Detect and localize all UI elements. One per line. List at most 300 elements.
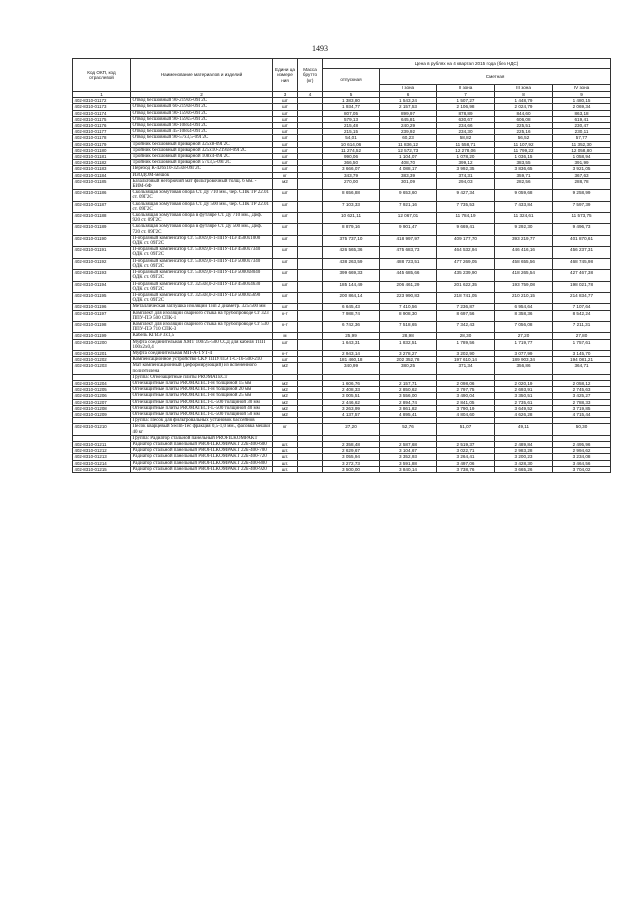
cell-name: Отвод бесшовный 90-57х3,5-09Г2С bbox=[131, 135, 273, 141]
cell-price-zone-3: 3 649,52 bbox=[495, 405, 553, 411]
cell-price-release: 343,79 bbox=[323, 172, 380, 178]
cell-unit: шт bbox=[273, 135, 298, 141]
column-number: 5 bbox=[323, 92, 380, 98]
cell-code: 402-8310-01201 bbox=[73, 350, 131, 356]
cell-unit: м2 bbox=[273, 399, 298, 405]
cell-code: 402-8310-01209 bbox=[73, 411, 131, 417]
cell-unit: шт bbox=[273, 270, 298, 281]
cell-price-zone-1: 488 723,51 bbox=[380, 258, 437, 269]
cell-unit: шт. bbox=[273, 441, 298, 447]
cell-price-zone-2: 435 239,90 bbox=[437, 270, 495, 281]
cell-price-zone-3: 3 428,30 bbox=[495, 460, 553, 466]
cell-price-zone-2: 11 558,71 bbox=[437, 141, 495, 147]
cell-code: 402-8310-01210 bbox=[73, 424, 131, 435]
cell-price-zone-2: 371,34 bbox=[437, 363, 495, 374]
cell-code: 402-8310-01192 bbox=[73, 258, 131, 269]
cell-price-release: 11 274,52 bbox=[323, 147, 380, 153]
cell-price-zone-1: 3 840,14 bbox=[380, 466, 437, 472]
table-row bbox=[73, 380, 611, 386]
cell-mass bbox=[298, 281, 323, 292]
cell-unit: к-т bbox=[273, 350, 298, 356]
cell-price-zone-1: 4 895,41 bbox=[380, 411, 437, 417]
table-row bbox=[73, 363, 611, 374]
cell-price-zone-1: 240,29 bbox=[380, 123, 437, 129]
cell-price-zone-2: 3 202,90 bbox=[437, 350, 495, 356]
cell-price-zone-3: 2 024,79 bbox=[495, 104, 553, 110]
table-row bbox=[73, 339, 611, 350]
cell-name: Скользящая хомутовая опора Ст. Ду 710 мм., чер. СПК ТР 22.01 ст. 09Г2С bbox=[131, 190, 273, 201]
cell-price-release: 579,13 bbox=[323, 116, 380, 122]
column-number: 1 bbox=[73, 92, 131, 98]
price-table-wrapper bbox=[72, 58, 610, 473]
cell-code: 402-8310-01187 bbox=[73, 201, 131, 212]
header-zone-2: II зона bbox=[437, 85, 495, 92]
cell-mass bbox=[298, 190, 323, 201]
cell-price-release: 438 263,59 bbox=[323, 258, 380, 269]
cell-price-release: 7 988,74 bbox=[323, 310, 380, 321]
table-row bbox=[73, 247, 611, 258]
table-row bbox=[73, 178, 611, 189]
cell-code: 402-8310-01203 bbox=[73, 363, 131, 374]
cell-mass bbox=[298, 310, 323, 321]
cell-price-zone-1: 899,97 bbox=[380, 110, 437, 116]
cell-code: 402-8310-01197 bbox=[73, 310, 131, 321]
cell-mass bbox=[298, 270, 323, 281]
table-row bbox=[73, 460, 611, 466]
cell-code: 402-8310-01183 bbox=[73, 166, 131, 172]
cell-price-release: 215,48 bbox=[323, 123, 380, 129]
cell-price-zone-3: 4 626,28 bbox=[495, 411, 553, 417]
cell-price-zone-4: 7 107,64 bbox=[553, 304, 611, 310]
column-number: 8 bbox=[495, 92, 553, 98]
cell-code: 402-8310-01182 bbox=[73, 160, 131, 166]
cell-price-zone-4: 2 745,63 bbox=[553, 387, 611, 393]
cell-price-zone-1: 301,09 bbox=[380, 178, 437, 189]
cell-price-zone-2: 3 497,06 bbox=[437, 460, 495, 466]
cell-price-zone-3: 225,16 bbox=[495, 129, 553, 135]
cell-price-zone-3: 3 836,65 bbox=[495, 166, 553, 172]
cell-price-zone-2: 28,30 bbox=[437, 333, 495, 339]
cell-code: 402-8310-01177 bbox=[73, 129, 131, 135]
cell-code: 402-8310-01195 bbox=[73, 292, 131, 303]
column-number: 2 bbox=[131, 92, 273, 98]
cell-price-zone-4: 194 081,21 bbox=[553, 357, 611, 363]
table-row bbox=[73, 321, 611, 332]
cell-price-zone-4: 230,11 bbox=[553, 129, 611, 135]
cell-price-zone-1: 383,39 bbox=[380, 172, 437, 178]
cell-price-zone-1: 11 836,12 bbox=[380, 141, 437, 147]
cell-price-zone-1: 8 908,30 bbox=[380, 310, 437, 321]
cell-code: 402-8310-01188 bbox=[73, 213, 131, 224]
cell-price-zone-2: 234,66 bbox=[437, 123, 495, 129]
cell-name: П-образный компенсатор Ст. 325х8,0-2-ППУ-ПЭ 5000х5690 ОДК ст. 09Г2С bbox=[131, 292, 273, 303]
cell-unit: шт bbox=[273, 98, 298, 104]
cell-price-release: 6 742,36 bbox=[323, 321, 380, 332]
cell-price-zone-1: 9 653,60 bbox=[380, 190, 437, 201]
cell-price-zone-3: 27,20 bbox=[495, 333, 553, 339]
cell-price-release: 185 144,49 bbox=[323, 281, 380, 292]
table-row bbox=[73, 258, 611, 269]
cell-name: Группа: Огнезащитные плиты PROMATECT bbox=[131, 374, 273, 380]
cell-name: Огнезащитные плиты PROMATECT-L-500 толщиной 50 мм bbox=[131, 411, 273, 417]
cell-price-zone-1: 3 104,67 bbox=[380, 448, 437, 454]
cell-price-zone-4: 1 058,94 bbox=[553, 154, 611, 160]
cell-price-zone-3: 418 265,54 bbox=[495, 270, 553, 281]
table-row bbox=[73, 350, 611, 356]
cell-price-zone-1: 12 572,73 bbox=[380, 147, 437, 153]
cell-price-release: 399 669,33 bbox=[323, 270, 380, 281]
cell-name: Тройник бесшовный приварной 57х3,5-09Г2С bbox=[131, 160, 273, 166]
cell-unit: м2 bbox=[273, 387, 298, 393]
cell-unit: шт. bbox=[273, 454, 298, 460]
cell-unit: шт bbox=[273, 147, 298, 153]
table-row bbox=[73, 454, 611, 460]
cell-price-zone-2: 12 278,06 bbox=[437, 147, 495, 153]
cell-name: Отвод бесшовный 60-219х8-09Г2С bbox=[131, 104, 273, 110]
cell-name: Огнезащитные плиты PROMATECT-H толщиной 25 мм bbox=[131, 393, 273, 399]
cell-unit: шт. bbox=[273, 448, 298, 454]
table-row bbox=[73, 304, 611, 310]
cell-unit: шт bbox=[273, 129, 298, 135]
cell-code: 402-8310-01202 bbox=[73, 357, 131, 363]
table-row bbox=[73, 166, 611, 172]
cell-code: 402-8310-01191 bbox=[73, 247, 131, 258]
cell-name: Огнезащитные плиты PROMATECT-L-500 толщиной 30 мм bbox=[131, 399, 273, 405]
cell-price-zone-1: 206 461,29 bbox=[380, 281, 437, 292]
cell-price-zone-4: 3 145,70 bbox=[553, 350, 611, 356]
cell-price-zone-3: 282,56 bbox=[495, 178, 553, 189]
table-row bbox=[73, 281, 611, 292]
cell-price-release: 375 737,10 bbox=[323, 235, 380, 246]
cell-price-zone-1: 28,98 bbox=[380, 333, 437, 339]
column-number: 6 bbox=[380, 92, 437, 98]
cell-name: Металлическая заглушка изоляции Тип 2 диаметр. 325/500 мм bbox=[131, 304, 273, 310]
column-number: 4 bbox=[298, 92, 323, 98]
cell-price-zone-1: 3 591,88 bbox=[380, 460, 437, 466]
cell-price-zone-1: 60,23 bbox=[380, 135, 437, 141]
cell-price-zone-1: 645,81 bbox=[380, 116, 437, 122]
table-row bbox=[73, 235, 611, 246]
table-row bbox=[73, 424, 611, 435]
cell-price-release: 340,99 bbox=[323, 363, 380, 374]
table-row bbox=[73, 224, 611, 235]
cell-code: 402-8310-01199 bbox=[73, 333, 131, 339]
cell-unit: м2 bbox=[273, 380, 298, 386]
cell-price-zone-3: 356,86 bbox=[495, 363, 553, 374]
cell-price-zone-2: 878,89 bbox=[437, 110, 495, 116]
cell-name: П-образный компенсатор Ст. 530х9,0-1-ППУ-ПЭ 4500х1000 ОДК ст. 09Г2С bbox=[131, 235, 273, 246]
cell-name: Огнезащитные плиты PROMATECT-H толщиной 20 мм bbox=[131, 387, 273, 393]
cell-name: Кабель КГВЭ 3х1,5 bbox=[131, 333, 273, 339]
cell-price-zone-3: 189 903,34 bbox=[495, 357, 553, 363]
cell-price-release: 807,05 bbox=[323, 110, 380, 116]
cell-price-zone-1: 4 088,17 bbox=[380, 166, 437, 172]
cell-name: П-образный компенсатор Ст. 325х8,0-2-ППУ-ПЭ 4500х4630 ОДК ст. 09Г2С bbox=[131, 281, 273, 292]
cell-price-zone-4: 4 715,44 bbox=[553, 411, 611, 417]
cell-name: ИЗОДОМ-мешок bbox=[131, 172, 273, 178]
cell-price-zone-3: 225,51 bbox=[495, 123, 553, 129]
cell-price-zone-1: 7 410,56 bbox=[380, 304, 437, 310]
cell-price-zone-3: 359,71 bbox=[495, 172, 553, 178]
cell-price-zone-2: 9 669,41 bbox=[437, 224, 495, 235]
cell-price-zone-3: 11 324,61 bbox=[495, 213, 553, 224]
cell-unit: шт. bbox=[273, 460, 298, 466]
cell-price-zone-3: 2 489,84 bbox=[495, 441, 553, 447]
cell-price-zone-4: 863,18 bbox=[553, 110, 611, 116]
cell-price-zone-3: 3 350,51 bbox=[495, 393, 553, 399]
cell-price-zone-4: 27,80 bbox=[553, 333, 611, 339]
cell-mass bbox=[298, 466, 323, 472]
cell-price-release: 6 645,43 bbox=[323, 304, 380, 310]
cell-name: Группа: Песок для фильтровальных установок бассейнов bbox=[131, 418, 273, 424]
cell-price-release: 1 643,31 bbox=[323, 339, 380, 350]
cell-price-zone-2: 1 078,20 bbox=[437, 154, 495, 160]
table-row bbox=[73, 441, 611, 447]
table-row bbox=[73, 387, 611, 393]
cell-code: 402-8310-01208 bbox=[73, 405, 131, 411]
cell-price-zone-2: 477 269,05 bbox=[437, 258, 495, 269]
cell-price-zone-1: 239,92 bbox=[380, 129, 437, 135]
cell-price-release: 3 666,07 bbox=[323, 166, 380, 172]
cell-code: 402-8310-01214 bbox=[73, 460, 131, 466]
cell-price-zone-2: 409 177,70 bbox=[437, 235, 495, 246]
cell-price-release: 8 879,16 bbox=[323, 224, 380, 235]
cell-code: 402-8310-01179 bbox=[73, 141, 131, 147]
cell-code: 402-8310-01173 bbox=[73, 104, 131, 110]
cell-mass bbox=[298, 235, 323, 246]
cell-price-zone-4: 7 597,39 bbox=[553, 201, 611, 212]
cell-code: 402-8310-01206 bbox=[73, 393, 131, 399]
cell-price-zone-1: 7 921,16 bbox=[380, 201, 437, 212]
cell-price-zone-3: 49,11 bbox=[495, 424, 553, 435]
cell-name: Огнезащитные плиты PROMATECT-L-500 толщиной 40 мм bbox=[131, 405, 273, 411]
cell-price-zone-3: 446 416,16 bbox=[495, 247, 553, 258]
cell-mass bbox=[298, 224, 323, 235]
cell-name: Отвод бесшовный 90-219х6-09Г2С bbox=[131, 98, 273, 104]
cell-price-zone-2: 1 789,56 bbox=[437, 339, 495, 350]
cell-name: Муфта соединительная МП-А-ТУТ-4 bbox=[131, 350, 273, 356]
cell-name: Радиатор стальной панельный PROFILKOMPAKT 22k-400-720 bbox=[131, 454, 273, 460]
cell-price-release: 366,50 bbox=[323, 160, 380, 166]
cell-price-zone-3: 3 665,26 bbox=[495, 466, 553, 472]
cell-price-release: 7 103,33 bbox=[323, 201, 380, 212]
cell-name: Радиатор стальной панельный PROFILKOMPAKT 22k-400-920 bbox=[131, 466, 273, 472]
table-row bbox=[73, 147, 611, 153]
cell-price-release: 2 446,62 bbox=[323, 399, 380, 405]
cell-code: 402-8310-01175 bbox=[73, 116, 131, 122]
cell-unit: м2 bbox=[273, 178, 298, 189]
cell-price-zone-1: 2 894,74 bbox=[380, 399, 437, 405]
cell-price-zone-4: 9 258,99 bbox=[553, 190, 611, 201]
cell-name: П-образный компенсатор Ст. 530х9,0-1-ППУ-ПЭ 5000х7340 ОДК ст. 09Г2С bbox=[131, 258, 273, 269]
table-row bbox=[73, 357, 611, 363]
cell-price-zone-4: 3 425,27 bbox=[553, 393, 611, 399]
cell-code: 402-8310-01184 bbox=[73, 172, 131, 178]
cell-unit: кг bbox=[273, 424, 298, 435]
cell-price-release: 4 137,57 bbox=[323, 411, 380, 417]
cell-code: 402-8310-01211 bbox=[73, 441, 131, 447]
cell-unit: м2 bbox=[273, 405, 298, 411]
cell-code: 402-8310-01186 bbox=[73, 190, 131, 201]
cell-name: П-образный компенсатор Ст. 530х9,0-1-ППУ-ПЭ 5000х8040 ОДК ст. 09Г2С bbox=[131, 270, 273, 281]
cell-name: Переход К-426х10-325х8-09Г2С bbox=[131, 166, 273, 172]
cell-code: 402-8310-01190 bbox=[73, 235, 131, 246]
cell-name: Радиатор стальной панельный PROFILKOMPAKT 22k-400-800 bbox=[131, 460, 273, 466]
cell-price-zone-4: 364,71 bbox=[553, 363, 611, 374]
cell-price-zone-1: 9 901,47 bbox=[380, 224, 437, 235]
cell-price-zone-3: 6 954,64 bbox=[495, 304, 553, 310]
cell-price-zone-1: 418 997,97 bbox=[380, 235, 437, 246]
cell-price-zone-4: 427 467,38 bbox=[553, 270, 611, 281]
cell-price-zone-4: 50,30 bbox=[553, 424, 611, 435]
table-row bbox=[73, 213, 611, 224]
cell-unit: шт bbox=[273, 123, 298, 129]
cell-name: Отвод бесшовный 90-108х4-09Г2С bbox=[131, 123, 273, 129]
cell-price-zone-1: 7 518,65 bbox=[380, 321, 437, 332]
cell-name: Тройник бесшовный приварной 325х8-09Г2С bbox=[131, 141, 273, 147]
cell-mass bbox=[298, 321, 323, 332]
cell-unit: шт bbox=[273, 213, 298, 224]
cell-price-zone-2: 3 264,41 bbox=[437, 454, 495, 460]
cell-price-zone-4: 230,47 bbox=[553, 123, 611, 129]
cell-price-zone-2: 3 022,71 bbox=[437, 448, 495, 454]
cell-unit: к-т bbox=[273, 321, 298, 332]
cell-price-zone-4: 401 870,61 bbox=[553, 235, 611, 246]
cell-price-release: 8 656,88 bbox=[323, 190, 380, 201]
cell-code: 402-8310-01200 bbox=[73, 339, 131, 350]
cell-price-zone-2: 3 490,04 bbox=[437, 393, 495, 399]
table-row bbox=[73, 104, 611, 110]
cell-mass bbox=[298, 258, 323, 269]
cell-price-zone-1: 3 278,27 bbox=[380, 350, 437, 356]
cell-code: 402-8310-01213 bbox=[73, 454, 131, 460]
cell-price-zone-3: 56,52 bbox=[495, 135, 553, 141]
cell-price-zone-4: 391,99 bbox=[553, 160, 611, 166]
cell-price-release: 3 005,51 bbox=[323, 393, 380, 399]
cell-name: Комплект для изоляции сварного стыка на трубопроводе Ст 323 ППУ-ПЭ 500 СПК-1 bbox=[131, 310, 273, 321]
cell-unit: шт bbox=[273, 166, 298, 172]
cell-price-zone-4: 1 757,61 bbox=[553, 339, 611, 350]
cell-price-zone-2: 7 342,43 bbox=[437, 321, 495, 332]
cell-unit: шт bbox=[273, 357, 298, 363]
cell-code: 402-8310-01176 bbox=[73, 123, 131, 129]
cell-unit: шт bbox=[273, 190, 298, 201]
cell-price-zone-3: 11 107,92 bbox=[495, 141, 553, 147]
cell-price-zone-4: 367,63 bbox=[553, 172, 611, 178]
header-zone-1: I зона bbox=[380, 85, 437, 92]
cell-unit: шт bbox=[273, 304, 298, 310]
cell-unit: к-т bbox=[273, 310, 298, 321]
cell-price-zone-2: 7 236,87 bbox=[437, 304, 495, 310]
cell-mass bbox=[298, 213, 323, 224]
cell-code: 402-8310-01207 bbox=[73, 399, 131, 405]
price-table-body bbox=[73, 98, 611, 473]
cell-price-zone-2: 464 532,94 bbox=[437, 247, 495, 258]
cell-price-release: 1 934,77 bbox=[323, 104, 380, 110]
cell-code: 402-8310-01180 bbox=[73, 147, 131, 153]
cell-price-zone-3: 606,08 bbox=[495, 116, 553, 122]
cell-name: Скользящая хомутовая опора в футляре Ст. Ду 500 мм., Диф. 720 ст. 09Г2С bbox=[131, 224, 273, 235]
header-code: Код ОКП, код отраслевой bbox=[73, 59, 131, 92]
table-row bbox=[73, 310, 611, 321]
cell-price-zone-4: 198 021,78 bbox=[553, 281, 611, 292]
cell-mass bbox=[298, 178, 323, 189]
cell-name: Компенсационное устройство СКУ ППУ/ПЭ 1-С-16-500-210 bbox=[131, 357, 273, 363]
cell-mass bbox=[298, 424, 323, 435]
cell-price-zone-2: 3 790,19 bbox=[437, 405, 495, 411]
cell-mass bbox=[298, 247, 323, 258]
cell-price-zone-1: 1 832,51 bbox=[380, 339, 437, 350]
cell-price-zone-3: 2 693,91 bbox=[495, 387, 553, 393]
cell-price-zone-4: 11 352,30 bbox=[553, 141, 611, 147]
cell-price-release: 215,15 bbox=[323, 129, 380, 135]
cell-price-release: 3 500,00 bbox=[323, 466, 380, 472]
cell-name: Радиатор стальной панельный PROFILKOMPAKT 22k-400-700 bbox=[131, 448, 273, 454]
cell-code: 402-8310-01204 bbox=[73, 380, 131, 386]
cell-price-zone-1: 2 157,53 bbox=[380, 104, 437, 110]
cell-price-zone-3: 2 735,61 bbox=[495, 399, 553, 405]
cell-price-release: 2 408,33 bbox=[323, 387, 380, 393]
cell-price-zone-4: 456 237,31 bbox=[553, 247, 611, 258]
cell-price-zone-3: 7 056,08 bbox=[495, 321, 553, 332]
cell-code: 402-8310-01174 bbox=[73, 110, 131, 116]
cell-price-zone-4: 3 704,02 bbox=[553, 466, 611, 472]
cell-price-release: 2 943,14 bbox=[323, 350, 380, 356]
cell-price-zone-3: 383,55 bbox=[495, 160, 553, 166]
cell-mass bbox=[298, 292, 323, 303]
cell-mass bbox=[298, 363, 323, 374]
cell-mass bbox=[298, 201, 323, 212]
cell-price-zone-2: 2 106,98 bbox=[437, 104, 495, 110]
table-row bbox=[73, 292, 611, 303]
cell-price-zone-3: 2 020,19 bbox=[495, 380, 553, 386]
cell-unit: шт bbox=[273, 281, 298, 292]
cell-price-zone-4: 2 994,62 bbox=[553, 448, 611, 454]
cell-price-zone-2: 234,30 bbox=[437, 129, 495, 135]
cell-code: 402-8310-01194 bbox=[73, 281, 131, 292]
cell-price-zone-4: 3 464,56 bbox=[553, 460, 611, 466]
cell-price-zone-2: 294,03 bbox=[437, 178, 495, 189]
cell-price-zone-4: 57,77 bbox=[553, 135, 611, 141]
cell-mass bbox=[298, 339, 323, 350]
cell-code: 402-8310-01215 bbox=[73, 466, 131, 472]
cell-price-zone-1: 475 683,73 bbox=[380, 247, 437, 258]
cell-price-zone-4: 9 496,73 bbox=[553, 224, 611, 235]
cell-code: 402-8310-01212 bbox=[73, 448, 131, 454]
table-row bbox=[73, 201, 611, 212]
cell-price-release: 3 055,94 bbox=[323, 454, 380, 460]
cell-price-zone-1: 3 352,93 bbox=[380, 454, 437, 460]
column-number: 9 bbox=[553, 92, 611, 98]
cell-name: Радиатор стальной панельный PROFILKOMPAKT 22k-400-600 bbox=[131, 441, 273, 447]
table-row bbox=[73, 393, 611, 399]
cell-price-zone-2: 11 784,19 bbox=[437, 213, 495, 224]
cell-price-release: 1 606,76 bbox=[323, 380, 380, 386]
cell-price-zone-2: 8 697,56 bbox=[437, 310, 495, 321]
cell-price-zone-3: 8 358,36 bbox=[495, 310, 553, 321]
header-price-group: Цена в рублях на 4 квартал 2015 года (без НДС) bbox=[323, 59, 611, 69]
table-row bbox=[73, 141, 611, 147]
cell-name: Скользящая хомутовая опора Ст. Ду 500 мм., чер. СПК ТР 22.01 ст. 09Г2С bbox=[131, 201, 273, 212]
cell-price-zone-4: 468 745,98 bbox=[553, 258, 611, 269]
cell-unit: шт bbox=[273, 235, 298, 246]
cell-name: Комплект для изоляции сварного стыка на трубопроводе Ст 530 ППУ-ПЭ 710 СПК-3 bbox=[131, 321, 273, 332]
header-mass: Масса брутто (кг) bbox=[298, 59, 323, 92]
cell-price-zone-2: 201 622,35 bbox=[437, 281, 495, 292]
cell-unit: шт bbox=[273, 104, 298, 110]
cell-price-zone-4: 619,41 bbox=[553, 116, 611, 122]
cell-price-zone-4: 12 058,80 bbox=[553, 147, 611, 153]
